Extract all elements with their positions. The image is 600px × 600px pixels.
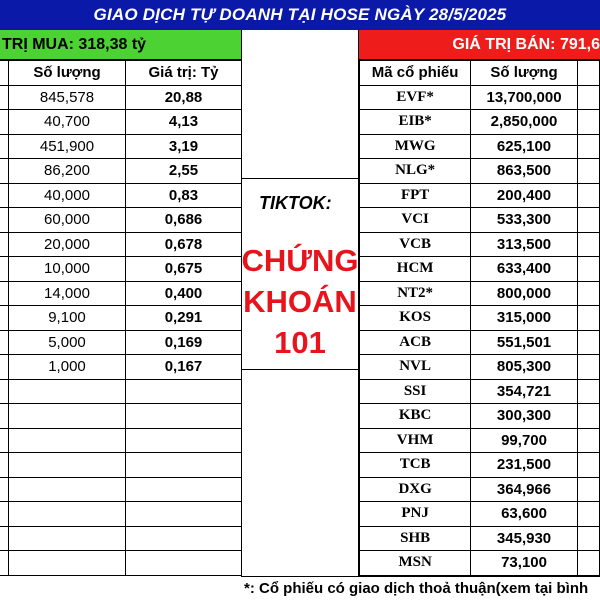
sell-ticker-cell: NLG*	[360, 159, 471, 184]
buy-value-cell	[126, 428, 242, 453]
sell-quantity-cell: 315,000	[471, 306, 578, 331]
table-row	[0, 85, 242, 110]
table-row	[360, 502, 600, 527]
sell-ticker-cell: VCB	[360, 232, 471, 257]
table-row	[0, 526, 242, 551]
table-row	[0, 208, 242, 233]
buy-quantity-cell	[9, 526, 126, 551]
buy-quantity-cell: 451,900	[9, 134, 126, 159]
table-row	[360, 428, 600, 453]
buy-quantity-cell	[9, 453, 126, 478]
sell-ticker-cell: NVL	[360, 355, 471, 380]
buy-ticker-cell	[0, 183, 9, 208]
sell-quantity-cell: 633,400	[471, 257, 578, 282]
sell-value-cell	[577, 208, 599, 233]
sell-total-header	[359, 30, 600, 60]
table-row	[0, 183, 242, 208]
buy-ticker-cell	[0, 85, 9, 110]
buy-quantity-cell	[9, 428, 126, 453]
table-row	[0, 232, 242, 257]
sell-value-cell	[577, 257, 599, 282]
table-row	[360, 232, 600, 257]
sell-value-cell	[577, 502, 599, 527]
footnote: *: Cổ phiếu có giao dịch thoả thuận(xem tại bình	[241, 576, 600, 600]
sell-quantity-cell: 533,300	[471, 208, 578, 233]
brand-line-3: 101	[274, 325, 326, 360]
sell-quantity-cell: 800,000	[471, 281, 578, 306]
buy-quantity-cell: 10,000	[9, 257, 126, 282]
buy-ticker-cell	[0, 502, 9, 527]
table-row	[0, 281, 242, 306]
buy-value-cell	[126, 477, 242, 502]
buy-ticker-cell	[0, 134, 9, 159]
buy-ticker-cell	[0, 257, 9, 282]
brand-line-2: KHOÁN	[243, 284, 357, 319]
buy-ticker-cell	[0, 110, 9, 135]
buy-value-cell: 0,400	[126, 281, 242, 306]
buy-value-cell: 20,88	[126, 85, 242, 110]
buy-ticker-cell	[0, 477, 9, 502]
buy-value-cell	[126, 526, 242, 551]
sell-value-cell	[577, 453, 599, 478]
buy-value-cell: 0,291	[126, 306, 242, 331]
sell-quantity-cell: 345,930	[471, 526, 578, 551]
table-row	[360, 208, 600, 233]
brand-name	[241, 240, 359, 363]
buy-quantity-cell: 86,200	[9, 159, 126, 184]
table-row	[0, 355, 242, 380]
sell-quantity-cell: 13,700,000	[471, 85, 578, 110]
sell-value-cell	[577, 85, 599, 110]
buy-ticker-cell	[0, 453, 9, 478]
sell-ticker-cell: FPT	[360, 183, 471, 208]
buy-ticker-cell	[0, 526, 9, 551]
table-row	[0, 453, 242, 478]
table-row	[360, 526, 600, 551]
buy-ticker-cell	[0, 428, 9, 453]
table-row	[0, 428, 242, 453]
buy-value-cell	[126, 379, 242, 404]
sell-ticker-cell: PNJ	[360, 502, 471, 527]
sell-table-header-row	[360, 61, 600, 86]
brand-line-1: CHỨNG	[241, 243, 359, 278]
table-row	[0, 257, 242, 282]
table-row	[360, 379, 600, 404]
sell-quantity-cell: 805,300	[471, 355, 578, 380]
buy-value-cell	[126, 453, 242, 478]
table-row	[0, 134, 242, 159]
buy-value-cell	[126, 551, 242, 576]
buy-quantity-cell: 60,000	[9, 208, 126, 233]
buy-ticker-cell	[0, 159, 9, 184]
sell-table	[359, 60, 600, 576]
buy-table	[0, 60, 242, 576]
buy-total-header: TRỊ MUA: 318,38 tỷ	[0, 30, 241, 60]
table-row	[360, 134, 600, 159]
table-row	[360, 306, 600, 331]
sell-quantity-cell: 200,400	[471, 183, 578, 208]
buy-col-ticker	[0, 61, 9, 86]
sell-value-cell	[577, 134, 599, 159]
sell-value-cell	[577, 159, 599, 184]
tiktok-label: TIKTOK:	[259, 193, 332, 213]
buy-value-cell: 0,678	[126, 232, 242, 257]
buy-ticker-cell	[0, 281, 9, 306]
buy-value-cell: 0,675	[126, 257, 242, 282]
buy-quantity-cell: 1,000	[9, 355, 126, 380]
sell-quantity-cell: 63,600	[471, 502, 578, 527]
table-row	[0, 110, 242, 135]
table-row	[360, 330, 600, 355]
table-row	[0, 551, 242, 576]
buy-quantity-cell	[9, 477, 126, 502]
sell-value-cell	[577, 110, 599, 135]
buy-value-cell: 0,169	[126, 330, 242, 355]
table-row	[360, 110, 600, 135]
sell-quantity-cell: 99,700	[471, 428, 578, 453]
sell-value-cell	[577, 428, 599, 453]
sell-quantity-cell: 364,966	[471, 477, 578, 502]
sell-ticker-cell: VCI	[360, 208, 471, 233]
sell-quantity-cell: 354,721	[471, 379, 578, 404]
table-row	[0, 306, 242, 331]
sell-ticker-cell: EIB*	[360, 110, 471, 135]
buy-quantity-cell: 5,000	[9, 330, 126, 355]
sell-total-label: GIÁ TRỊ BÁN: 791,6	[452, 35, 600, 53]
sell-ticker-cell: DXG	[360, 477, 471, 502]
buy-ticker-cell	[0, 306, 9, 331]
buy-table-header-row	[0, 61, 242, 86]
buy-ticker-cell	[0, 330, 9, 355]
sell-quantity-cell: 231,500	[471, 453, 578, 478]
buy-value-cell	[126, 404, 242, 429]
sell-quantity-cell: 2,850,000	[471, 110, 578, 135]
sell-value-cell	[577, 551, 599, 576]
sell-ticker-cell: NT2*	[360, 281, 471, 306]
sell-col-quantity: Số lượng	[471, 61, 578, 86]
sell-ticker-cell: ACB	[360, 330, 471, 355]
sell-value-cell	[577, 306, 599, 331]
table-row	[360, 477, 600, 502]
table-row	[360, 159, 600, 184]
report-title: GIAO DỊCH TỰ DOANH TẠI HOSE NGÀY 28/5/2025	[0, 0, 600, 30]
sell-ticker-cell: VHM	[360, 428, 471, 453]
sell-ticker-cell: MSN	[360, 551, 471, 576]
sell-value-cell	[577, 281, 599, 306]
sell-quantity-cell: 863,500	[471, 159, 578, 184]
table-row	[360, 85, 600, 110]
buy-ticker-cell	[0, 355, 9, 380]
buy-quantity-cell: 14,000	[9, 281, 126, 306]
buy-ticker-cell	[0, 208, 9, 233]
sell-value-cell	[577, 526, 599, 551]
sell-ticker-cell: MWG	[360, 134, 471, 159]
buy-value-cell: 3,19	[126, 134, 242, 159]
sell-value-cell	[577, 379, 599, 404]
buy-quantity-cell	[9, 502, 126, 527]
sell-ticker-cell: HCM	[360, 257, 471, 282]
buy-value-cell: 4,13	[126, 110, 242, 135]
sell-quantity-cell: 625,100	[471, 134, 578, 159]
middle-spacer-top	[241, 30, 359, 178]
buy-quantity-cell: 9,100	[9, 306, 126, 331]
sell-value-cell	[577, 355, 599, 380]
table-row	[0, 159, 242, 184]
buy-col-quantity: Số lượng	[9, 61, 126, 86]
table-row	[0, 477, 242, 502]
table-row	[0, 330, 242, 355]
sell-value-cell	[577, 183, 599, 208]
sell-quantity-cell: 313,500	[471, 232, 578, 257]
buy-value-cell	[126, 502, 242, 527]
sell-quantity-cell: 73,100	[471, 551, 578, 576]
sell-ticker-cell: EVF*	[360, 85, 471, 110]
sell-value-cell	[577, 477, 599, 502]
sell-ticker-cell: KOS	[360, 306, 471, 331]
table-row	[360, 355, 600, 380]
sell-ticker-cell: TCB	[360, 453, 471, 478]
buy-ticker-cell	[0, 551, 9, 576]
table-row	[360, 257, 600, 282]
sell-ticker-cell: KBC	[360, 404, 471, 429]
buy-quantity-cell	[9, 551, 126, 576]
table-row	[360, 453, 600, 478]
buy-quantity-cell: 20,000	[9, 232, 126, 257]
table-row	[360, 183, 600, 208]
sell-col-ticker: Mã cổ phiếu	[360, 61, 471, 86]
table-row	[0, 502, 242, 527]
buy-value-cell: 0,686	[126, 208, 242, 233]
table-row	[360, 404, 600, 429]
sell-ticker-cell: SHB	[360, 526, 471, 551]
sell-value-cell	[577, 404, 599, 429]
sell-quantity-cell: 551,501	[471, 330, 578, 355]
buy-quantity-cell: 40,700	[9, 110, 126, 135]
sell-col-value	[577, 61, 599, 86]
buy-quantity-cell	[9, 379, 126, 404]
buy-quantity-cell: 40,000	[9, 183, 126, 208]
buy-quantity-cell	[9, 404, 126, 429]
buy-value-cell: 0,167	[126, 355, 242, 380]
table-row	[360, 551, 600, 576]
sell-quantity-cell: 300,300	[471, 404, 578, 429]
buy-col-value: Giá trị: Tỷ	[126, 61, 242, 86]
buy-value-cell: 0,83	[126, 183, 242, 208]
buy-quantity-cell: 845,578	[9, 85, 126, 110]
sell-value-cell	[577, 330, 599, 355]
buy-value-cell: 2,55	[126, 159, 242, 184]
middle-spacer-bottom	[241, 370, 359, 576]
table-row	[0, 379, 242, 404]
sell-ticker-cell: SSI	[360, 379, 471, 404]
buy-ticker-cell	[0, 379, 9, 404]
sell-value-cell	[577, 232, 599, 257]
table-row	[360, 281, 600, 306]
table-row	[0, 404, 242, 429]
buy-ticker-cell	[0, 404, 9, 429]
buy-ticker-cell	[0, 232, 9, 257]
